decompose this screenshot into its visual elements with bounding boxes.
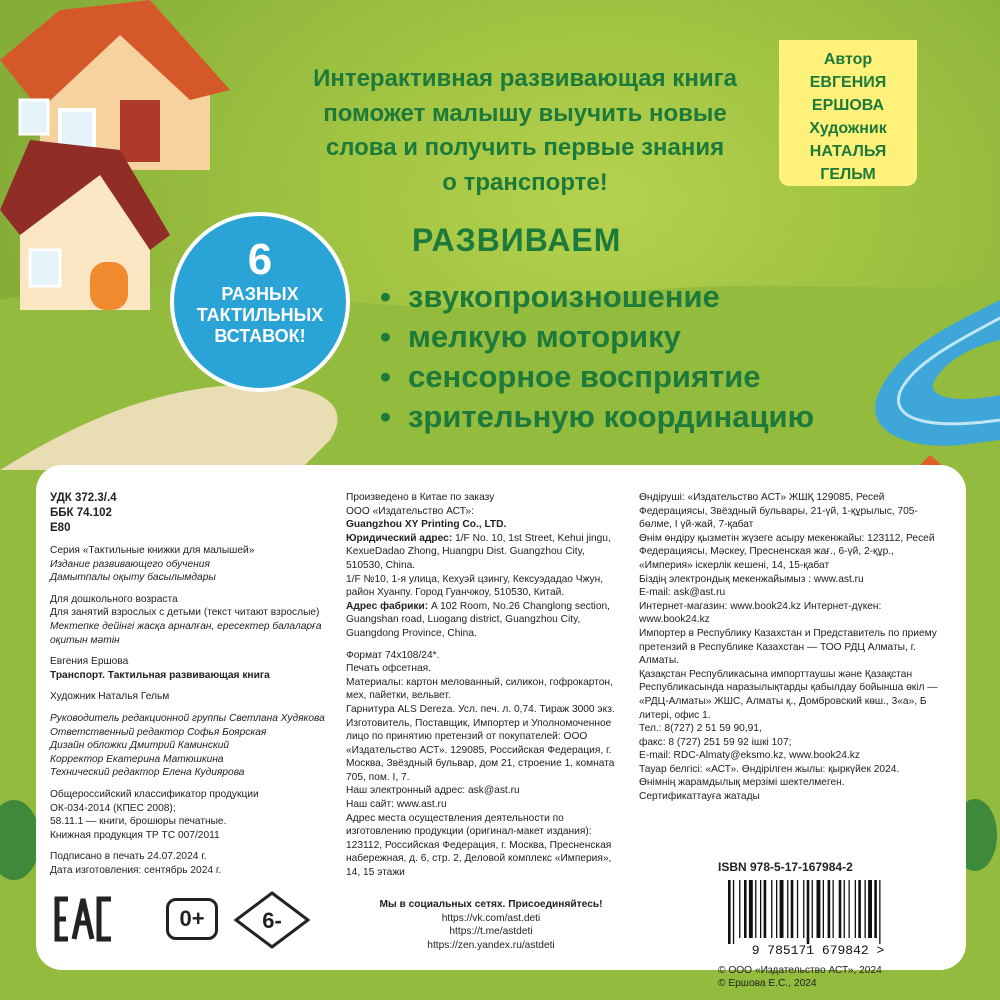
barcode-bar (849, 880, 850, 938)
usage-kz: Мектепке дейінгі жасқа арналған, ересектер балаларға оқитын мәтін (50, 620, 322, 646)
barcode-bar (865, 880, 866, 938)
kz-importer: Импортер в Республику Казахстан и Представитель по приему претензий в Республике Казахстан — ТОО РДЦ Алматы, г. Алматы. (639, 627, 937, 667)
kz-trademark: Тауар белгісі: «АСТ». Өндірілген жылы: қыркүйек 2024. (639, 763, 900, 775)
social-link-vk[interactable]: https://vk.com/ast.deti (441, 912, 541, 924)
barcode-bar (874, 880, 877, 938)
made-in: ООО «Издательство АСТ»: (346, 505, 474, 517)
barcode-bar (728, 880, 731, 944)
udk-code: УДК 372.3/.4 (50, 492, 117, 504)
staff-line: Технический редактор Елена Кудиярова (50, 767, 245, 779)
age-rating-badge: 0+ (166, 898, 218, 940)
artist-name: ГЕЛЬМ (820, 166, 876, 183)
barcode-bar (803, 880, 804, 938)
classifier-line: Общероссийский классификатор продукции (50, 788, 259, 800)
author-box (779, 40, 917, 186)
staff-line: Корректор Екатерина Матюшкина (50, 753, 224, 765)
develop-list (380, 277, 814, 437)
headline-line: Интерактивная развивающая книга (313, 65, 737, 92)
author-name: ЕРШОВА (811, 97, 885, 114)
develop-item: • зрительную координацию (380, 397, 814, 437)
usage: Для занятий взрослых с детьми (текст читают взрослые) (50, 607, 320, 619)
barcode-bar (780, 880, 784, 938)
tactile-inserts-badge (170, 212, 350, 392)
legal-address (346, 532, 621, 573)
made-in: Произведено в Китае по заказу (346, 492, 495, 503)
develop-item: • мелкую моторику (380, 317, 814, 357)
artist-label: Художник (809, 120, 887, 137)
badge-number: 6 (247, 235, 273, 284)
barcode-bar (787, 880, 788, 938)
staff-line: Ответственный редактор Софья Боярская (50, 726, 267, 738)
barcode-digits: 9 785171 679842 > (751, 942, 885, 958)
bbk-code: ББК 74.102 (50, 507, 112, 519)
copyright (718, 964, 938, 991)
factory-address-label: Адрес фабрики: (346, 600, 429, 612)
diamond-icon (232, 890, 312, 950)
barcode-bar (855, 880, 856, 938)
barcode-bar (823, 880, 824, 938)
compliance-icons (54, 890, 314, 950)
printer-name: Guangzhou XY Printing Co., LTD. (346, 519, 507, 531)
edition-kz: Дамытпалы оқыту басылымдары (50, 572, 216, 584)
factory-address (346, 600, 621, 641)
badge-text: ВСТАВОК! (214, 326, 306, 346)
develop-item: • звукопроизношение (380, 277, 814, 317)
imprint-column-2 (346, 491, 621, 880)
factory-address-text: A 102 Room, No.26 Changlong section, Guangshan road, Luogang district, Guangzhou City, Guangdong Province, China. (346, 600, 610, 639)
barcode-bar (839, 880, 842, 938)
barcode-bar (749, 880, 753, 938)
series: Серия «Тактильные книжки для малышей» (50, 545, 255, 556)
classifier-line: ОК-034-2014 (КПЕС 2008); (50, 802, 176, 814)
imprint-column-1 (50, 491, 330, 877)
barcode-block (718, 861, 938, 991)
artist-name: НАТАЛЬЯ (809, 143, 887, 160)
copyright-line: © Ершова Е.С., 2024 (718, 978, 817, 990)
badge-text: РАЗНЫХ (221, 284, 299, 304)
barcode-bar (833, 880, 834, 938)
age-warning-badge (232, 890, 312, 950)
social-block (346, 898, 636, 952)
staff-line: Дизайн обложки Дмитрий Каминский (50, 740, 230, 752)
barcode-bar (744, 880, 747, 938)
legal-address-ru: 1/F №10, 1-я улица, Кехуэй цзингу, Кексуэдадао Чжун, район Хуанпу. Город Гуанчжоу, 510530, Китай. (346, 573, 604, 599)
classifier-line: Книжная продукция ТР ТС 007/2011 (50, 829, 220, 841)
kz-activity-address: Өнім өндіру қызметін жүзеге асыру мекенжайы: 123112, Ресей Федерациясы, Мәскеу, Пресненская жағ., 6-үй, 2-құр., «Империя» іскерлік кешені, 14, 15-қабат (639, 532, 935, 571)
classifier-line: 58.11.1 — книги, брошюры печатные. (50, 816, 227, 828)
signed-date: Подписано в печать 24.07.2024 г. (50, 851, 207, 863)
barcode-bar (828, 880, 831, 938)
social-link-telegram[interactable]: https://t.me/astdeti (449, 926, 533, 938)
headline-line: поможет малышу выучить новые (323, 99, 727, 127)
barcode-bar (755, 880, 756, 938)
headline (290, 62, 760, 200)
barcode-bar (868, 880, 872, 938)
book-author: Евгения Ершова (50, 656, 129, 668)
barcode-bar (858, 880, 861, 938)
imprint-column-3 (639, 491, 939, 804)
kz-importer-kz: Қазақстан Республикасына импорттаушы және Қазақстан Республикасында наразылықтарды қабылдау бойынша өкіл — «РДЦ-Алматы» ЖШС, Алматы қ., Домбровский көш., 3«а», Б литері, офис 1. (639, 668, 938, 721)
print-info: Гарнитура ALS Dereza. Усл. печ. л. 0,74. Тираж 3000 экз. (346, 703, 615, 715)
barcode-bar (739, 880, 740, 938)
kz-site: Біздің электрондық мекенжайымыз : www.ast.ru (639, 573, 864, 585)
kz-email: E-mail: ask@ast.ru (639, 587, 726, 599)
headline-line: слова и получить первые знания (325, 134, 725, 161)
barcode-bar (764, 880, 767, 938)
legal-address-label: Юридический адрес: (346, 532, 453, 544)
badge-text: ТАКТИЛЬНЫХ (196, 305, 324, 325)
headline-line: о транспорте! (442, 168, 608, 196)
manufacture-date: Дата изготовления: сентябрь 2024 г. (50, 864, 222, 876)
imprint-panel (36, 465, 966, 990)
barcode-bar (844, 880, 845, 938)
barcode-bar (879, 880, 880, 944)
barcode-bar (807, 880, 810, 944)
age-group: Для дошкольного возраста (50, 593, 178, 605)
age-warning-text: 6- (262, 908, 282, 933)
barcode-icon (718, 878, 918, 958)
author-label: Автор (823, 51, 873, 68)
barcode-bar (760, 880, 761, 938)
kz-phone: Тел.: 8(727) 2 51 59 90,91, (639, 723, 762, 735)
author-code: Е80 (50, 522, 71, 534)
develop-item: • сенсорное восприятие (380, 357, 814, 397)
kz-expiry: Өнімнің жарамдылық мерзімі шектелмеген. (639, 777, 845, 789)
copyright-line: © ООО «Издательство АСТ», 2024 (718, 964, 882, 976)
isbn: ISBN 978-5-17-167984-2 (718, 860, 853, 874)
format: Формат 74x108/24*. (346, 649, 440, 661)
barcode-bar (812, 880, 813, 938)
materials: Материалы: картон мелованный, силикон, гофрокартон, мех, пайетки, вельвет. (346, 676, 613, 702)
barcode-bar (776, 880, 777, 938)
barcode-bar (791, 880, 794, 938)
production-address: Адрес места осуществления деятельности по изготовлению продукции (оригинал-макет издания): 123112, Российская Федерация, г. Москва, Пресненская набережная, д. 6, стр. 2, Деловой комплекс «Империя», 14, 15 этажи (346, 812, 612, 879)
kz-fax: факс: 8 (727) 251 59 92 ішкі 107; (639, 736, 792, 748)
barcode-bar (797, 880, 798, 938)
importer: Изготовитель, Поставщик, Импортер и Уполномоченное лицо по принятию претензий от покупателей: ООО «Издательство АСТ». 129085, Российская Федерация, г. Москва, Звёздный бульвар, дом 21, строение 1, комната 705, пом. I, 7. (346, 717, 615, 783)
kz-shop: Интернет-магазин: www.book24.kz Интернет-дүкен: www.book24.kz (639, 600, 882, 626)
author-name: ЕВГЕНИЯ (809, 74, 887, 91)
site: Наш сайт: www.ast.ru (346, 799, 447, 811)
eac-mark-icon (54, 896, 114, 942)
barcode-bar (771, 880, 772, 938)
social-link-zen[interactable]: https://zen.yandex.ru/astdeti (427, 939, 555, 951)
book-artist: Художник Наталья Гельм (50, 691, 170, 703)
staff-line: Руководитель редакционной группы Светлана Худякова (50, 712, 325, 724)
barcode-bar (733, 880, 734, 944)
social-title: Мы в социальных сетях. Присоединяйтесь! (379, 899, 603, 910)
email: Наш электронный адрес: ask@ast.ru (346, 785, 520, 797)
edition-ru: Издание развивающего обучения (50, 558, 210, 570)
kz-certification: Сертификаттауға жатады (639, 791, 760, 803)
book-title: Транспорт. Тактильная развивающая книга (50, 669, 270, 681)
legal-address-text: 1/F No. 10, 1st Street, Kehui jingu, KexueDadao Zhong, Huangpu Dist. Guangzhou City, 510530, China. (346, 532, 611, 571)
kz-publisher: Өндіруші: «Издательство АСТ» ЖШҚ 129085, Ресей Федерациясы, Звёздный бульвары, 21-үй, 1-құрылыс, 705-бөлме, I үй-жай, 7-қабат (639, 492, 918, 531)
barcode-bar (817, 880, 821, 938)
kz-email-rdc: E-mail: RDC-Almaty@eksmo.kz, www.book24.kz (639, 750, 860, 762)
print-type: Печать офсетная. (346, 663, 431, 675)
develop-title: РАЗВИВАЕМ (412, 222, 622, 258)
